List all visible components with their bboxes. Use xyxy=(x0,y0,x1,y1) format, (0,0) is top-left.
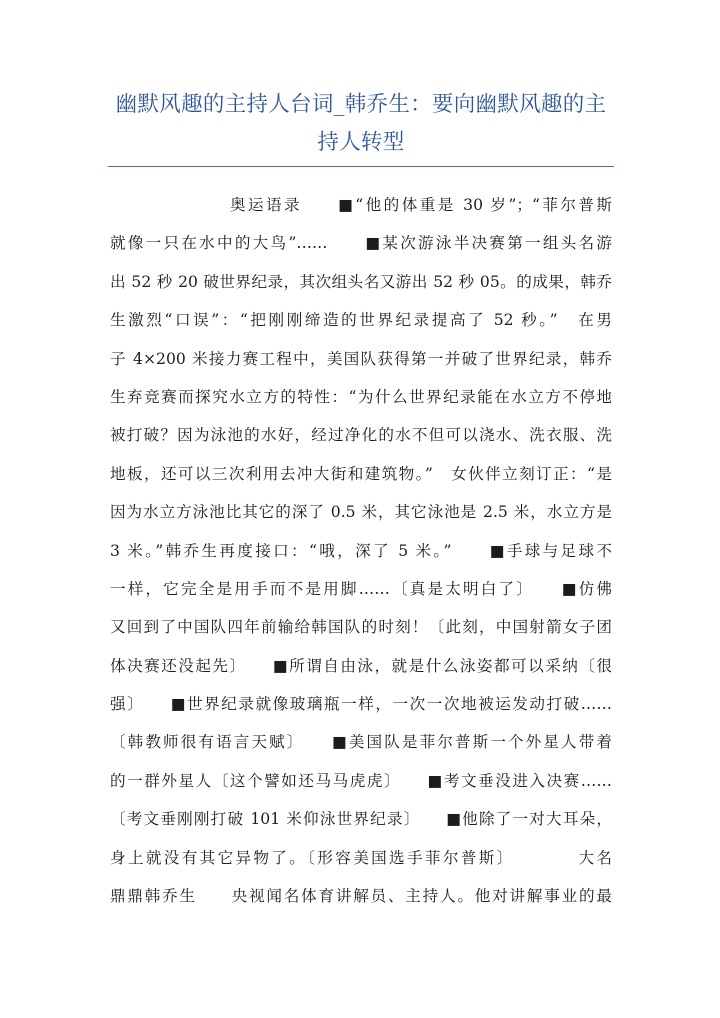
body-line: 生激烈“口误”：“把刚刚缔造的世界纪录提高了 52 秒。” 在男 xyxy=(110,311,612,330)
body-line: 鼎鼎韩乔生 央视闻名体育讲解员、主持人。他对讲解事业的最 xyxy=(110,887,612,906)
article-body xyxy=(110,186,612,915)
body-line: 子 4×200 米接力赛工程中，美国队获得第一并破了世界纪录，韩乔 xyxy=(110,349,612,368)
body-line: 〔韩教师很有语言天赋〕 ■美国队是菲尔普斯一个外星人带着 xyxy=(110,733,612,752)
body-line: 强〕 ■世界纪录就像玻璃瓶一样，一次一次地被运发动打破…… xyxy=(110,695,612,714)
title-line-1: 幽默风趣的主持人台词_韩乔生：要向幽默风趣的主 xyxy=(115,92,607,117)
body-line: 又回到了中国队四年前输给韩国队的时刻！〔此刻，中国射箭女子团 xyxy=(110,618,612,637)
body-line: 因为水立方泳池比其它的深了 0.5 米，其它泳池是 2.5 米，水立方是 xyxy=(110,503,612,522)
title-line-2: 持人转型 xyxy=(317,130,405,155)
body-line: 出 52 秒 20 破世界纪录，其次组头名又游出 52 秒 05。的成果，韩乔 xyxy=(110,272,612,291)
body-line: 生弃竞赛而探究水立方的特性：“为什么世界纪录能在水立方不停地 xyxy=(110,387,612,406)
body-line: 就像一只在水中的大鸟”…… ■某次游泳半决赛第一组头名游 xyxy=(110,234,612,253)
body-line: 奥运语录 ■“他的体重是 30 岁”；“菲尔普斯 xyxy=(230,196,612,214)
body-line: 体决赛还没起先〕 ■所谓自由泳，就是什么泳姿都可以采纳〔很 xyxy=(110,656,612,675)
body-line: 地板，还可以三次利用去冲大街和建筑物。” 女伙伴立刻订正：“是 xyxy=(110,464,612,483)
title-divider xyxy=(108,166,614,167)
body-line: 3 米。”韩乔生再度接口：“哦，深了 5 米。” ■手球与足球不 xyxy=(110,541,612,560)
body-line: 被打破？因为泳池的水好，经过净化的水不但可以浇水、洗衣服、洗 xyxy=(110,426,612,445)
body-line: 身上就没有其它异物了。〔形容美国选手菲尔普斯〕 大名 xyxy=(110,848,612,867)
document-title xyxy=(108,86,614,162)
body-line: 一样，它完全是用手而不是用脚……〔真是太明白了〕 ■仿佛 xyxy=(110,579,612,598)
body-line: 的一群外星人〔这个譬如还马马虎虎〕 ■考文垂没进入决赛…… xyxy=(110,771,612,790)
body-line: 〔考文垂刚刚打破 101 米仰泳世界纪录〕 ■他除了一对大耳朵， xyxy=(110,810,612,829)
